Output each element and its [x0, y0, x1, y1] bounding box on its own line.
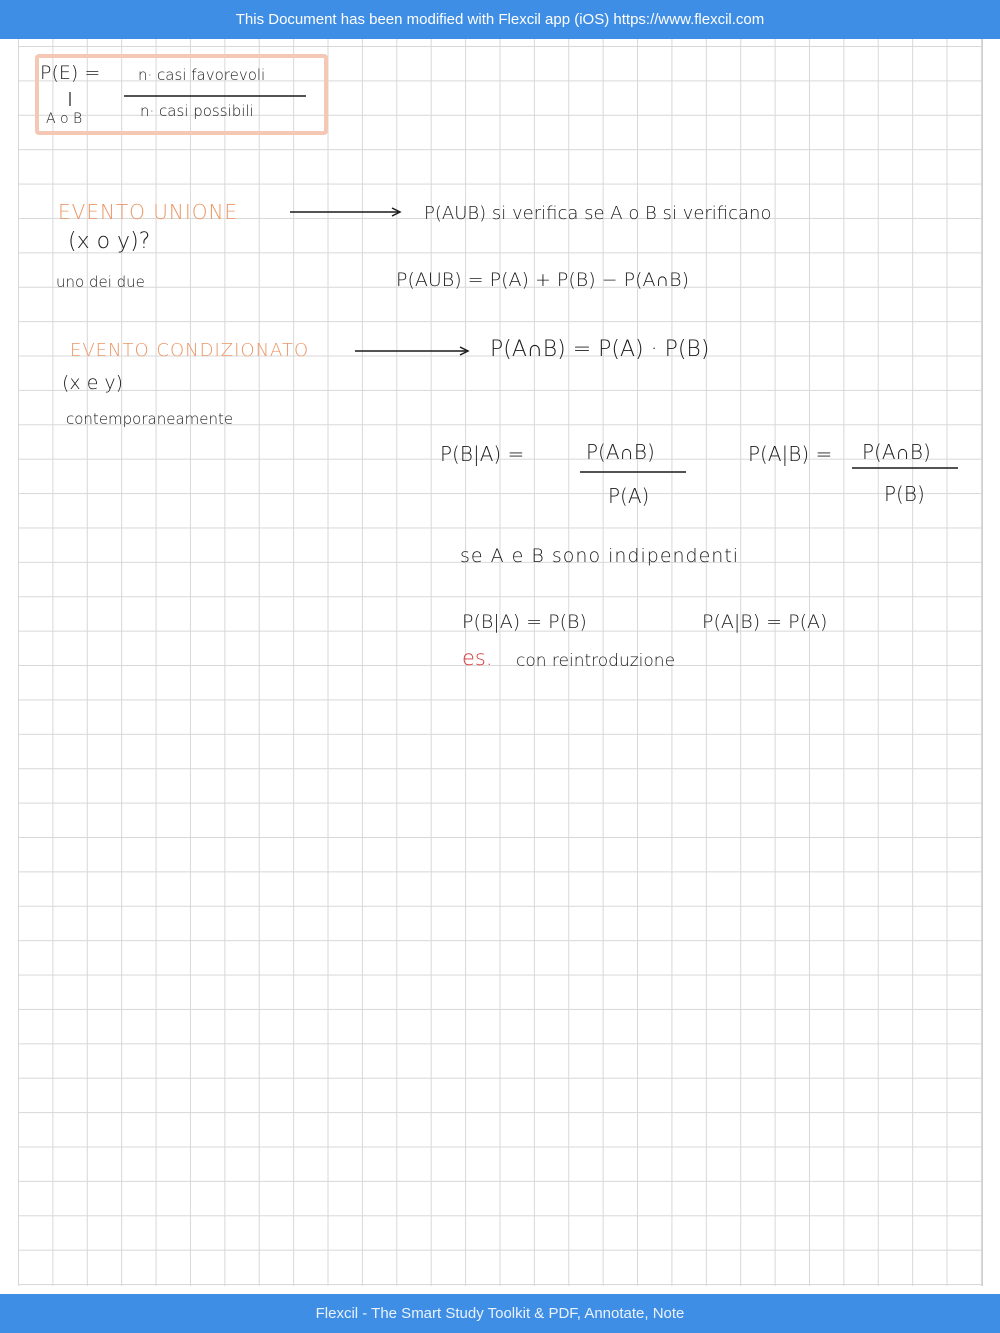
flexcil-footer-banner[interactable]: Flexcil - The Smart Study Toolkit & PDF, Annotate, Note — [0, 1294, 1000, 1333]
independent-formula-1: P(B|A) = P(B) — [462, 611, 587, 633]
box-numerator: n· casi favorevoli — [138, 66, 266, 84]
independent-statement: se A e B sono indipendenti — [460, 545, 740, 567]
conditional-formula: P(A∩B) = P(A) · P(B) — [490, 337, 710, 362]
example-text: con reintroduzione — [516, 651, 676, 671]
grid-paper-page — [18, 39, 983, 1286]
independent-formula-2: P(A|B) = P(A) — [702, 611, 828, 633]
example-label: es. — [462, 646, 493, 670]
conditional-fraction-1-lhs: P(B|A) = — [440, 442, 525, 466]
flexcil-modified-banner[interactable]: This Document has been modified with Flexcil app (iOS) https://www.flexcil.com — [0, 0, 1000, 39]
conditional-paren: (x e y) — [62, 372, 124, 394]
union-statement: P(AUB) si verifica se A o B si verificano — [424, 203, 772, 224]
box-sub: A o B — [46, 111, 83, 127]
box-lhs: P(E) = — [40, 62, 101, 84]
conditional-fraction-1-denominator: P(A) — [608, 484, 650, 508]
union-formula: P(AUB) = P(A) + P(B) − P(A∩B) — [396, 269, 690, 291]
conditional-note: contemporaneamente — [66, 410, 234, 428]
union-note: uno dei due — [56, 273, 145, 291]
conditional-heading: EVENTO CONDIZIONATO — [70, 340, 310, 361]
conditional-fraction-1-numerator: P(A∩B) — [586, 440, 655, 464]
conditional-fraction-2-numerator: P(A∩B) — [862, 440, 931, 464]
box-denominator: n· casi possibili — [140, 102, 254, 120]
union-paren: (x o y)? — [68, 229, 151, 254]
conditional-fraction-2-lhs: P(A|B) = — [748, 442, 833, 466]
conditional-fraction-2-denominator: P(B) — [884, 482, 925, 506]
union-heading: EVENTO UNIONE — [58, 200, 239, 224]
